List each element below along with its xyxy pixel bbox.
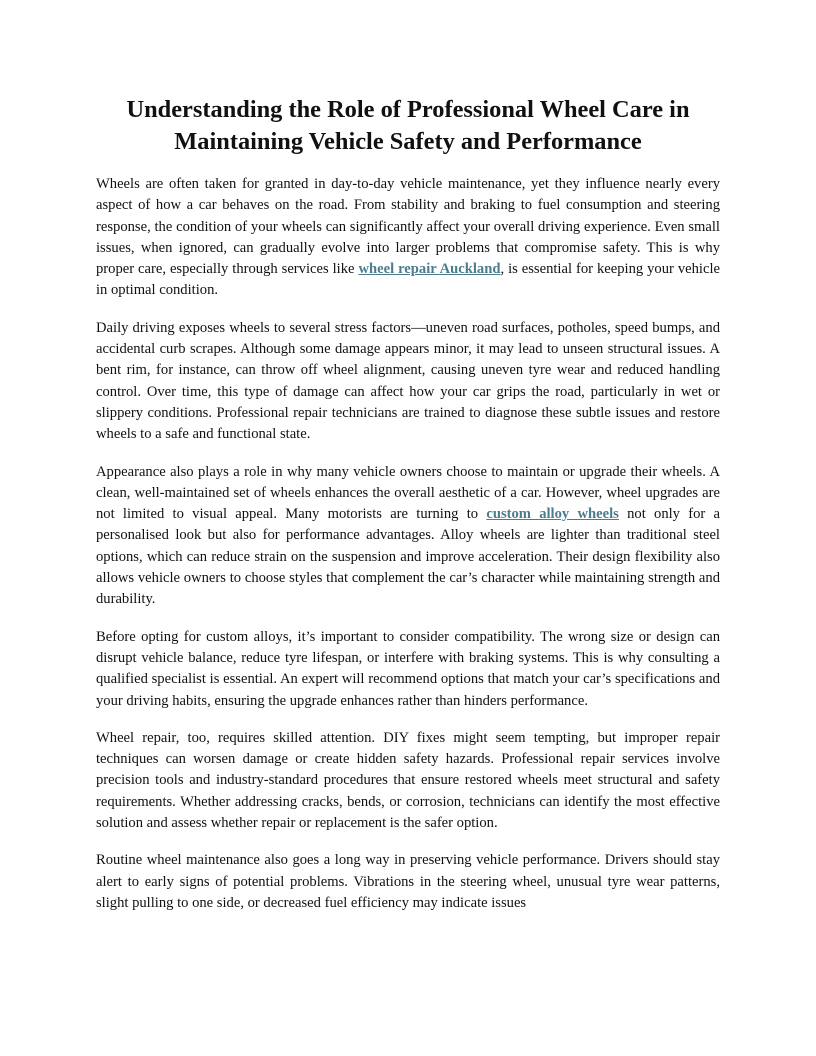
page-title: Understanding the Role of Professional Wheel Care in Maintaining Vehicle Safety and Performance <box>126 96 690 155</box>
custom-alloy-wheels-link[interactable]: custom alloy wheels <box>486 506 619 523</box>
paragraph-text: not only for a personalised look but also for performance advantages. Alloy wheels are lighter than traditional steel options, which can reduce strain on the suspension and improve acceleration. Their design flexibility also allows vehicle owners to choose styles that complement the car’s character while maintaining strength and durability. <box>96 506 720 608</box>
paragraph-text: Appearance also plays a role in why many vehicle owners choose to maintain or upgrade their wheels. A clean, well-maintained set of wheels enhances the overall aesthetic of a car. However, wheel upgrades are not limited to visual appeal. Many motorists are turning to <box>96 463 720 523</box>
paragraph-wheel-repair: Wheel repair, too, requires skilled attention. DIY fixes might seem tempting, but improper repair techniques can worsen damage or create hidden safety hazards. Professional repair services involve precision tools and industry-standard procedures that ensure restored wheels meet structural and safety requirements. Whether addressing cracks, bends, or corrosion, technicians can identify the most effective solution and assess whether repair or replacement is the safer option. <box>96 729 720 832</box>
paragraph-text: , is essential for keeping your vehicle in optimal condition. <box>96 261 720 299</box>
paragraph-stress-factors: Daily driving exposes wheels to several stress factors—uneven road surfaces, potholes, speed bumps, and accidental curb scrapes. Although some damage appears minor, it may lead to unseen structural issues. A bent rim, for instance, can throw off wheel alignment, causing uneven tyre wear and reduced handling control. Over time, this type of damage can affect how your car grips the road, particularly in wet or slippery conditions. Professional repair technicians are trained to diagnose these subtle issues and restore wheels to a safe and functional state. <box>96 319 720 443</box>
paragraph-maintenance: Routine wheel maintenance also goes a long way in preserving vehicle performance. Drivers should stay alert to early signs of potential problems. Vibrations in the steering wheel, unusual tyre wear patterns, slight pulling to one side, or decreased fuel efficiency may indicate issues <box>96 852 720 911</box>
paragraph-text: Wheels are often taken for granted in day-to-day vehicle maintenance, yet they influence nearly every aspect of how a car behaves on the road. From stability and braking to fuel consumption and steering response, the condition of your wheels can significantly affect your overall driving experience. Even small issues, when ignored, can gradually evolve into larger problems that compromise safety. This is why proper care, especially through services like <box>96 176 720 278</box>
paragraph-compatibility: Before opting for custom alloys, it’s important to consider compatibility. The wrong size or design can disrupt vehicle balance, reduce tyre lifespan, or interfere with braking systems. This is why consulting a qualified specialist is essential. An expert will recommend options that match your car’s specifications and your driving habits, ensuring the upgrade enhances rather than hinders performance. <box>96 628 720 709</box>
paragraph-intro <box>96 174 720 302</box>
document-page <box>96 94 720 930</box>
wheel-repair-auckland-link[interactable]: wheel repair Auckland <box>358 261 501 278</box>
paragraph-appearance <box>96 462 720 611</box>
